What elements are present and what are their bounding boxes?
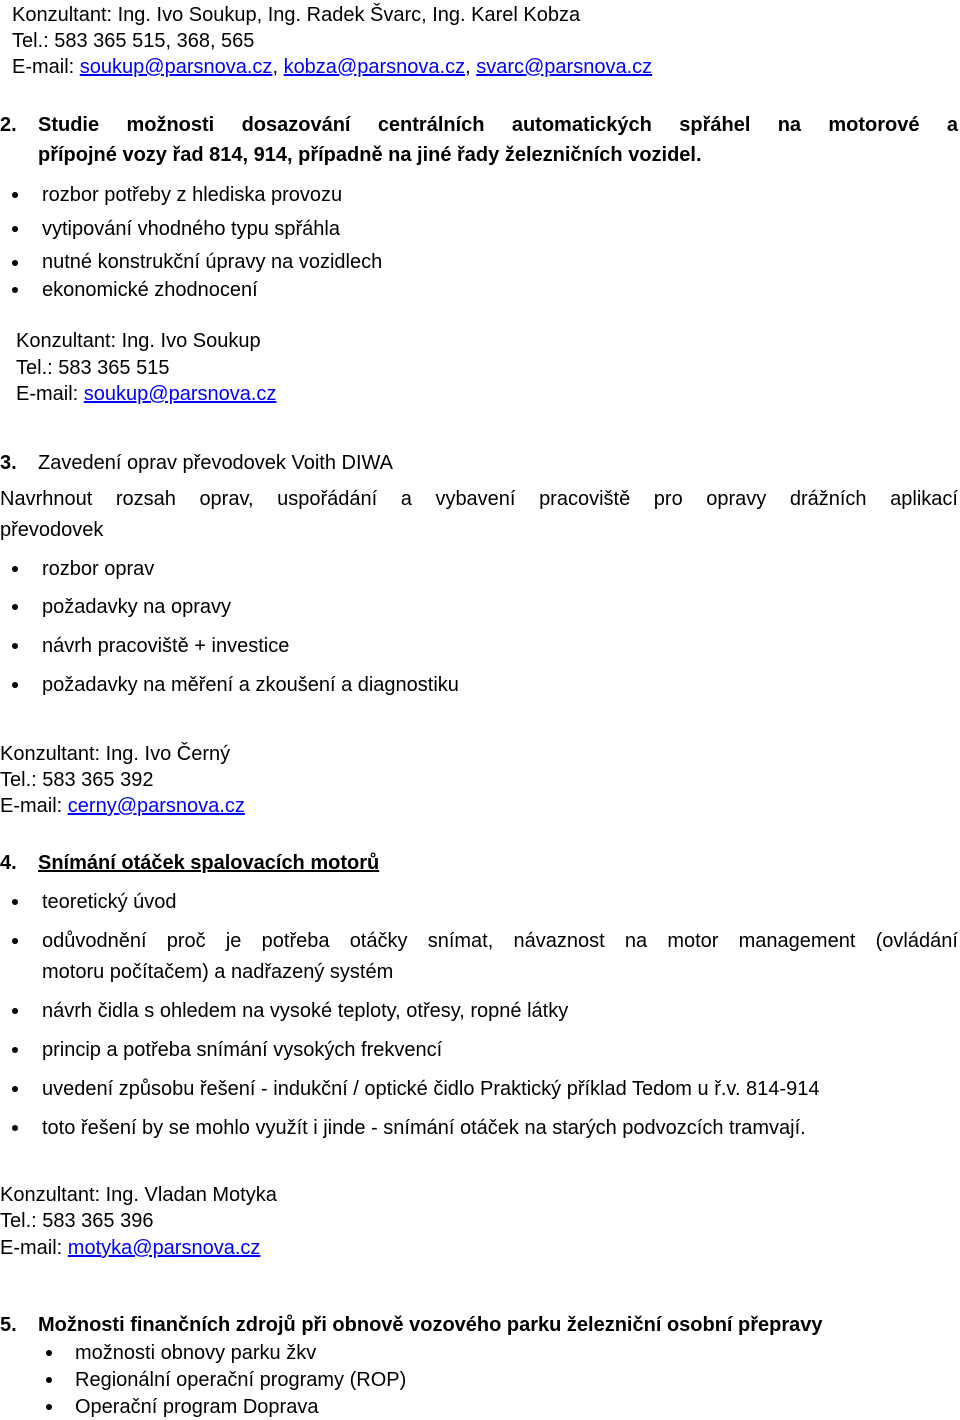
s3-item: požadavky na měření a zkoušení a diagnostiku	[42, 674, 459, 696]
word: aplikací	[890, 488, 958, 510]
s2-item: rozbor potřeby z hlediska provozu	[42, 184, 343, 206]
word: uspořádání	[277, 488, 378, 510]
section-2-title-line1	[38, 113, 958, 137]
bullet-icon	[12, 604, 18, 610]
word: na	[624, 930, 648, 952]
top-tel: Tel.: 583 365 515, 368, 565	[12, 30, 255, 52]
bullet-icon	[12, 1008, 18, 1014]
section-5-number: 5.	[0, 1314, 17, 1336]
word: otáčky	[349, 930, 408, 952]
s4-item: teoretický úvod	[42, 891, 177, 913]
s3-item: návrh pracoviště + investice	[42, 635, 290, 657]
word: pracoviště	[539, 488, 631, 510]
s3-consultant: Konzultant: Ing. Ivo Černý	[0, 743, 231, 765]
bullet-icon	[12, 682, 18, 688]
section-3-number: 3.	[0, 452, 17, 474]
word: snímat,	[427, 930, 494, 952]
s4-email-line	[0, 1236, 260, 1260]
s2-item: vytipování vhodného typu spřáhla	[42, 218, 340, 240]
s2-consultant: Konzultant: Ing. Ivo Soukup	[16, 330, 261, 352]
s4-tel: Tel.: 583 365 396	[0, 1210, 154, 1232]
s2-email-line	[16, 382, 276, 406]
email-label: E-mail:	[0, 1237, 68, 1259]
word: odůvodnění	[42, 930, 147, 952]
email-link-svarc[interactable]: svarc@parsnova.cz	[476, 56, 653, 78]
top-consultant: Konzultant: Ing. Ivo Soukup, Ing. Radek Švarc, Ing. Karel Kobza	[12, 4, 581, 26]
s4-item: návrh čidla s ohledem na vysoké teploty, otřesy, ropné látky	[42, 1000, 569, 1022]
word: automatických	[511, 114, 652, 136]
bullet-icon	[12, 260, 18, 266]
bullet-icon	[12, 1047, 18, 1053]
bullet-icon	[46, 1350, 52, 1356]
word: drážních	[789, 488, 867, 510]
email-label: E-mail:	[0, 795, 68, 817]
s5-item: možnosti obnovy parku žkv	[75, 1342, 317, 1364]
word: centrálních	[377, 114, 485, 136]
email-link-motyka[interactable]: motyka@parsnova.cz	[67, 1237, 261, 1259]
word: management	[738, 930, 856, 952]
bullet-icon	[12, 1086, 18, 1092]
word: dosazování	[241, 114, 351, 136]
s3-item: rozbor oprav	[42, 558, 155, 580]
word: a	[400, 488, 412, 510]
bullet-icon	[12, 938, 18, 944]
bullet-icon	[46, 1404, 52, 1410]
word: (ovládání	[875, 930, 958, 952]
bullet-icon	[12, 643, 18, 649]
email-label: E-mail:	[16, 383, 84, 405]
bullet-icon	[12, 566, 18, 572]
word: Navrhnout	[0, 488, 93, 510]
word: motor	[667, 930, 719, 952]
s4-item-line2: motoru počítačem) a nadřazený systém	[42, 961, 394, 983]
s4-item: uvedení způsobu řešení - indukční / optické čidlo Praktický příklad Tedom u ř.v. 814-914	[42, 1078, 820, 1100]
word: spřáhel	[679, 114, 751, 136]
s4-item: toto řešení by se mohlo využít i jinde - snímání otáček na starých podvozcích tramvají.	[42, 1117, 806, 1139]
word: proč	[166, 930, 206, 952]
word: návaznost	[513, 930, 605, 952]
email-link-soukup[interactable]: soukup@parsnova.cz	[83, 383, 277, 405]
word: rozsah	[115, 488, 176, 510]
word: potřeba	[261, 930, 330, 952]
s4-item-line1	[42, 929, 958, 953]
word: a	[946, 114, 958, 136]
word: pro	[653, 488, 683, 510]
word: opravy	[706, 488, 767, 510]
email-link-cerny[interactable]: cerny@parsnova.cz	[67, 795, 245, 817]
s4-consultant: Konzultant: Ing. Vladan Motyka	[0, 1184, 277, 1206]
email-link-soukup[interactable]: soukup@parsnova.cz	[79, 56, 273, 78]
section-4-title: Snímání otáček spalovacích motorů	[38, 852, 380, 874]
s3-email-line	[0, 794, 245, 818]
bullet-icon	[12, 1125, 18, 1131]
section-3-title: Zavedení oprav převodovek Voith DIWA	[38, 452, 393, 474]
s4-item: princip a potřeba snímání vysokých frekvencí	[42, 1039, 443, 1061]
word: možnosti	[126, 114, 215, 136]
section-4-number: 4.	[0, 852, 17, 874]
email-link-kobza[interactable]: kobza@parsnova.cz	[283, 56, 466, 78]
bullet-icon	[12, 192, 18, 198]
section-5-title: Možnosti finančních zdrojů při obnově vozového parku železniční osobní přepravy	[38, 1314, 823, 1336]
separator: ,	[465, 56, 477, 78]
separator: ,	[272, 56, 284, 78]
section-2-number: 2.	[0, 114, 17, 136]
bullet-icon	[12, 899, 18, 905]
s5-item: Regionální operační programy (ROP)	[75, 1369, 407, 1391]
word: Studie	[38, 114, 100, 136]
s2-item: ekonomické zhodnocení	[42, 279, 258, 301]
bullet-icon	[12, 287, 18, 293]
top-email-line	[12, 55, 652, 79]
s2-tel: Tel.: 583 365 515	[16, 357, 170, 379]
bullet-icon	[12, 226, 18, 232]
bullet-icon	[46, 1377, 52, 1383]
word: vybavení	[435, 488, 516, 510]
word: motorové	[828, 114, 920, 136]
s3-item: požadavky na opravy	[42, 596, 232, 618]
word: je	[225, 930, 242, 952]
word: oprav,	[199, 488, 254, 510]
section-3-paragraph-line1	[0, 487, 958, 511]
s3-tel: Tel.: 583 365 392	[0, 769, 154, 791]
email-label: E-mail:	[12, 56, 80, 78]
s2-item: nutné konstrukční úpravy na vozidlech	[42, 251, 383, 273]
s5-item: Operační program Doprava	[75, 1396, 319, 1418]
section-3-paragraph-line2: převodovek	[0, 519, 104, 541]
section-2-title-line2: přípojné vozy řad 814, 914, případně na jiné řady železničních vozidel.	[38, 144, 702, 166]
word: na	[777, 114, 802, 136]
